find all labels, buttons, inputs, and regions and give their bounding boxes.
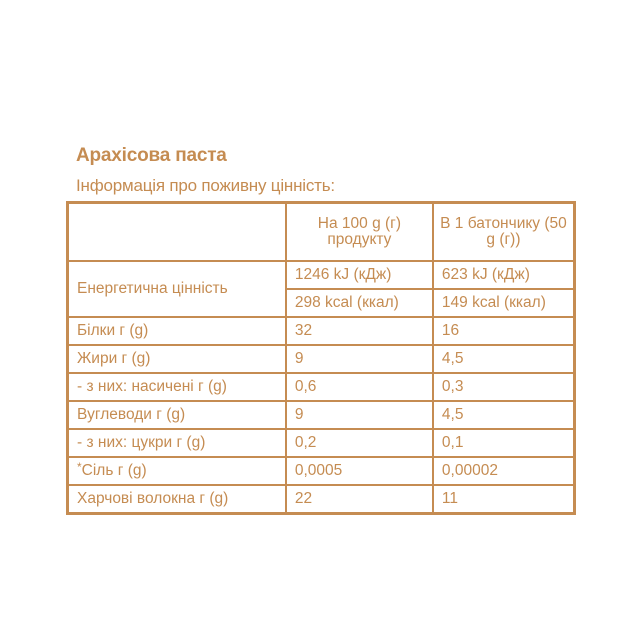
table-row	[68, 317, 575, 345]
nutrient-label: Жири г (g)	[68, 345, 286, 373]
value-per-bar: 16	[433, 317, 575, 345]
value-per-bar: 0,1	[433, 429, 575, 457]
value-per-bar: 0,00002	[433, 457, 575, 485]
product-title: Арахісова паста	[76, 145, 227, 166]
nutrient-label: Білки г (g)	[68, 317, 286, 345]
header-empty-cell	[68, 203, 286, 262]
energy-kj-bar: 623 kJ (кДж)	[433, 261, 575, 289]
value-per-bar: 0,3	[433, 373, 575, 401]
value-per-100g: 0,0005	[286, 457, 433, 485]
table-row	[68, 373, 575, 401]
nutrition-subtitle: Інформація про поживну цінність:	[76, 176, 335, 195]
value-per-bar: 4,5	[433, 401, 575, 429]
value-per-bar: 11	[433, 485, 575, 514]
nutrient-label: Вуглеводи г (g)	[68, 401, 286, 429]
value-per-100g: 9	[286, 345, 433, 373]
table-row	[68, 401, 575, 429]
table-header-row	[68, 203, 575, 262]
value-per-100g: 0,6	[286, 373, 433, 401]
header-per-100g: На 100 g (г) продукту	[286, 203, 433, 262]
energy-label: Енергетична цінність	[68, 261, 286, 317]
energy-kcal-bar: 149 kcal (ккал)	[433, 289, 575, 317]
nutrient-label: - з них: цукри г (g)	[68, 429, 286, 457]
table-row-energy-kj	[68, 261, 575, 289]
energy-kj-100g: 1246 kJ (кДж)	[286, 261, 433, 289]
nutrient-label: Сіль г (g)	[81, 461, 147, 479]
nutrient-label: Харчові волокна г (g)	[68, 485, 286, 514]
value-per-100g: 9	[286, 401, 433, 429]
value-per-100g: 22	[286, 485, 433, 514]
nutrition-table	[66, 201, 576, 515]
header-per-bar: В 1 батончику (50 g (г))	[433, 203, 575, 262]
table-row	[68, 429, 575, 457]
value-per-100g: 32	[286, 317, 433, 345]
table-row	[68, 457, 575, 485]
table-row	[68, 485, 575, 514]
value-per-bar: 4,5	[433, 345, 575, 373]
table-row	[68, 345, 575, 373]
energy-kcal-100g: 298 kcal (ккал)	[286, 289, 433, 317]
footnote-asterisk: *	[77, 459, 82, 474]
nutrient-label: - з них: насичені г (g)	[68, 373, 286, 401]
nutrient-label-cell	[68, 457, 286, 485]
value-per-100g: 0,2	[286, 429, 433, 457]
